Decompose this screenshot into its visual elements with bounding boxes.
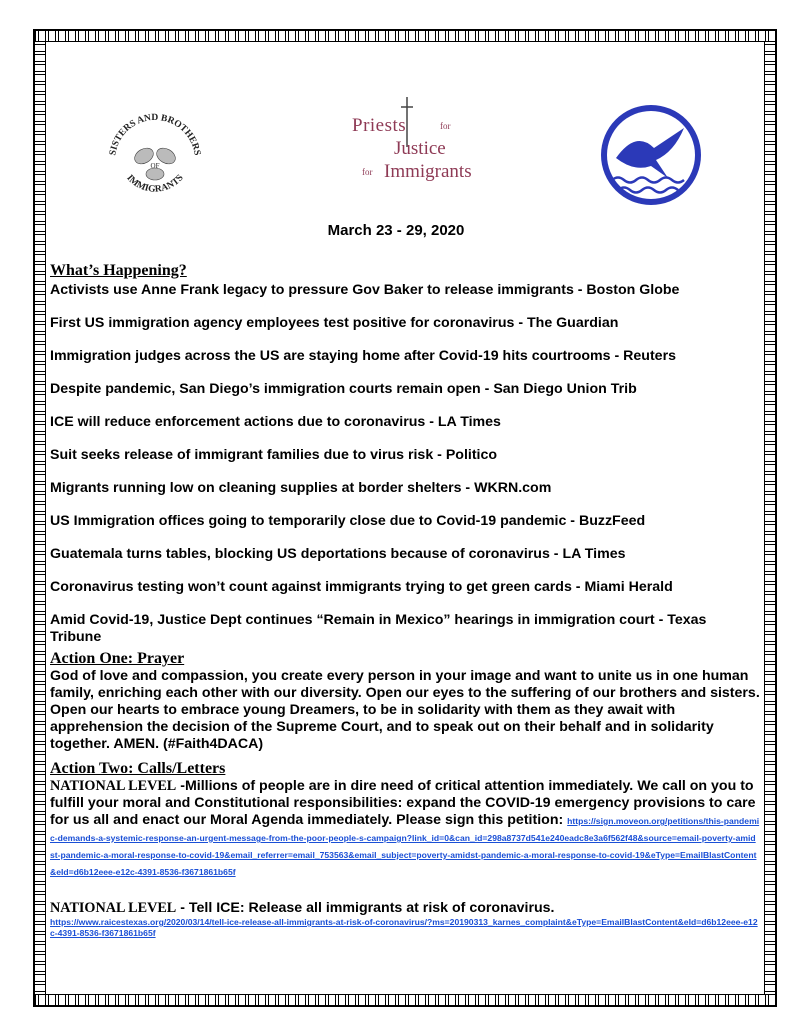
petition-text: -Millions of people are in dire need of critical attention immediately. We call on you to fulfill your moral and Constitutional responsibilities: expand the COVID-19 emergency provisions to care for us all and enact our Moral Agenda immediately. Please sign this petition: <box>50 778 756 828</box>
news-item[interactable]: Migrants running low on cleaning supplies at border shelters - WKRN.com <box>50 480 552 496</box>
petition-link[interactable]: https://sign.moveon.org/petitions/this-pandemic-demands-a-systemic-response-an-urgent-message-from-the-poor-people-s-campaign?link_id=0&can_id=298a8737d541e240eadc8e3a6f562f48&source=email-poverty-amidst-pandemic-a-moral-response-to-covid-19&email_referrer=email_753563&email_subject=poverty-amidst-pandemic-a-moral-response-to-covid-19&eType=EmailBlastContent&eId=d6b12eee-e12c-4391-8536-f3671861b65f <box>50 816 760 877</box>
dove-circle-logo <box>596 100 706 210</box>
petition-paragraph <box>50 778 760 880</box>
date-range: March 23 - 29, 2020 <box>327 222 465 239</box>
sisters-brothers-logo <box>100 100 210 210</box>
national-level-label: NATIONAL LEVEL <box>50 778 177 794</box>
news-item[interactable]: Despite pandemic, San Diego’s immigration courts remain open - San Diego Union Trib <box>50 381 637 397</box>
priests-for-justice-logo <box>340 95 480 195</box>
newsletter-body <box>50 262 760 939</box>
action-two-heading: Action Two: Calls/Letters <box>50 760 226 777</box>
svg-text:OF: OF <box>150 162 160 170</box>
logo-text-priests: Priests <box>352 115 407 136</box>
news-item[interactable]: Immigration judges across the US are staying home after Covid-19 hits courtrooms - Reuters <box>50 348 676 364</box>
ice-paragraph <box>50 900 760 917</box>
border-pattern-right <box>765 41 775 995</box>
svg-text:SISTERS AND BROTHERS: SISTERS AND BROTHERS <box>108 112 202 157</box>
svg-text:IMMIGRANTS: IMMIGRANTS <box>124 173 186 195</box>
news-item[interactable]: Activists use Anne Frank legacy to pressure Gov Baker to release immigrants - Boston Globe <box>50 282 680 298</box>
news-item[interactable]: Amid Covid-19, Justice Dept continues “Remain in Mexico” hearings in immigration court - Texas Tribune <box>50 612 707 645</box>
action-one-heading: Action One: Prayer <box>50 650 185 667</box>
logo-text-immigrants: Immigrants <box>384 161 472 182</box>
border-pattern-bottom <box>35 995 775 1005</box>
ice-text: - Tell ICE: Release all immigrants at risk of coronavirus. <box>176 900 555 916</box>
national-level-label-2: NATIONAL LEVEL <box>50 900 177 916</box>
whats-happening-heading: What’s Happening? <box>50 262 187 279</box>
border-pattern-top <box>35 31 775 41</box>
news-item[interactable]: Suit seeks release of immigrant families due to virus risk - Politico <box>50 447 498 463</box>
news-item[interactable]: First US immigration agency employees test positive for coronavirus - The Guardian <box>50 315 619 331</box>
news-item[interactable]: Coronavirus testing won’t count against immigrants trying to get green cards - Miami Herald <box>50 579 673 595</box>
news-item[interactable]: US Immigration offices going to temporarily close due to Covid-19 pandemic - BuzzFeed <box>50 513 646 529</box>
border-pattern-left <box>35 41 45 995</box>
prayer-text: God of love and compassion, you create every person in your image and want to unite us in one human family, enriching each other with our diversity. Open our eyes to the suffering of our brothers and sisters. Open our hearts to embrace young Dreamers, to be in solidarity with them as they await with apprehension the decision of the Supreme Court, and to speak out on their behalf and in solidarity together. AMEN. (#Faith4DACA) <box>50 668 760 752</box>
logo-text-for: for <box>440 121 451 131</box>
raices-link[interactable]: https://www.raicestexas.org/2020/03/14/tell-ice-release-all-immigrants-at-risk-of-coronavirus/?ms=20190313_karnes_complaint&eType=EmailBlastContent&eId=d6b12eee-e12c-4391-8536-f3671861b65f <box>50 917 758 938</box>
logo-text-for-2: for <box>362 167 373 177</box>
news-item[interactable]: ICE will reduce enforcement actions due to coronavirus - LA Times <box>50 414 501 430</box>
news-item[interactable]: Guatemala turns tables, blocking US deportations because of coronavirus - LA Times <box>50 546 626 562</box>
news-list <box>50 282 760 646</box>
logo-text-justice: Justice <box>394 138 446 159</box>
